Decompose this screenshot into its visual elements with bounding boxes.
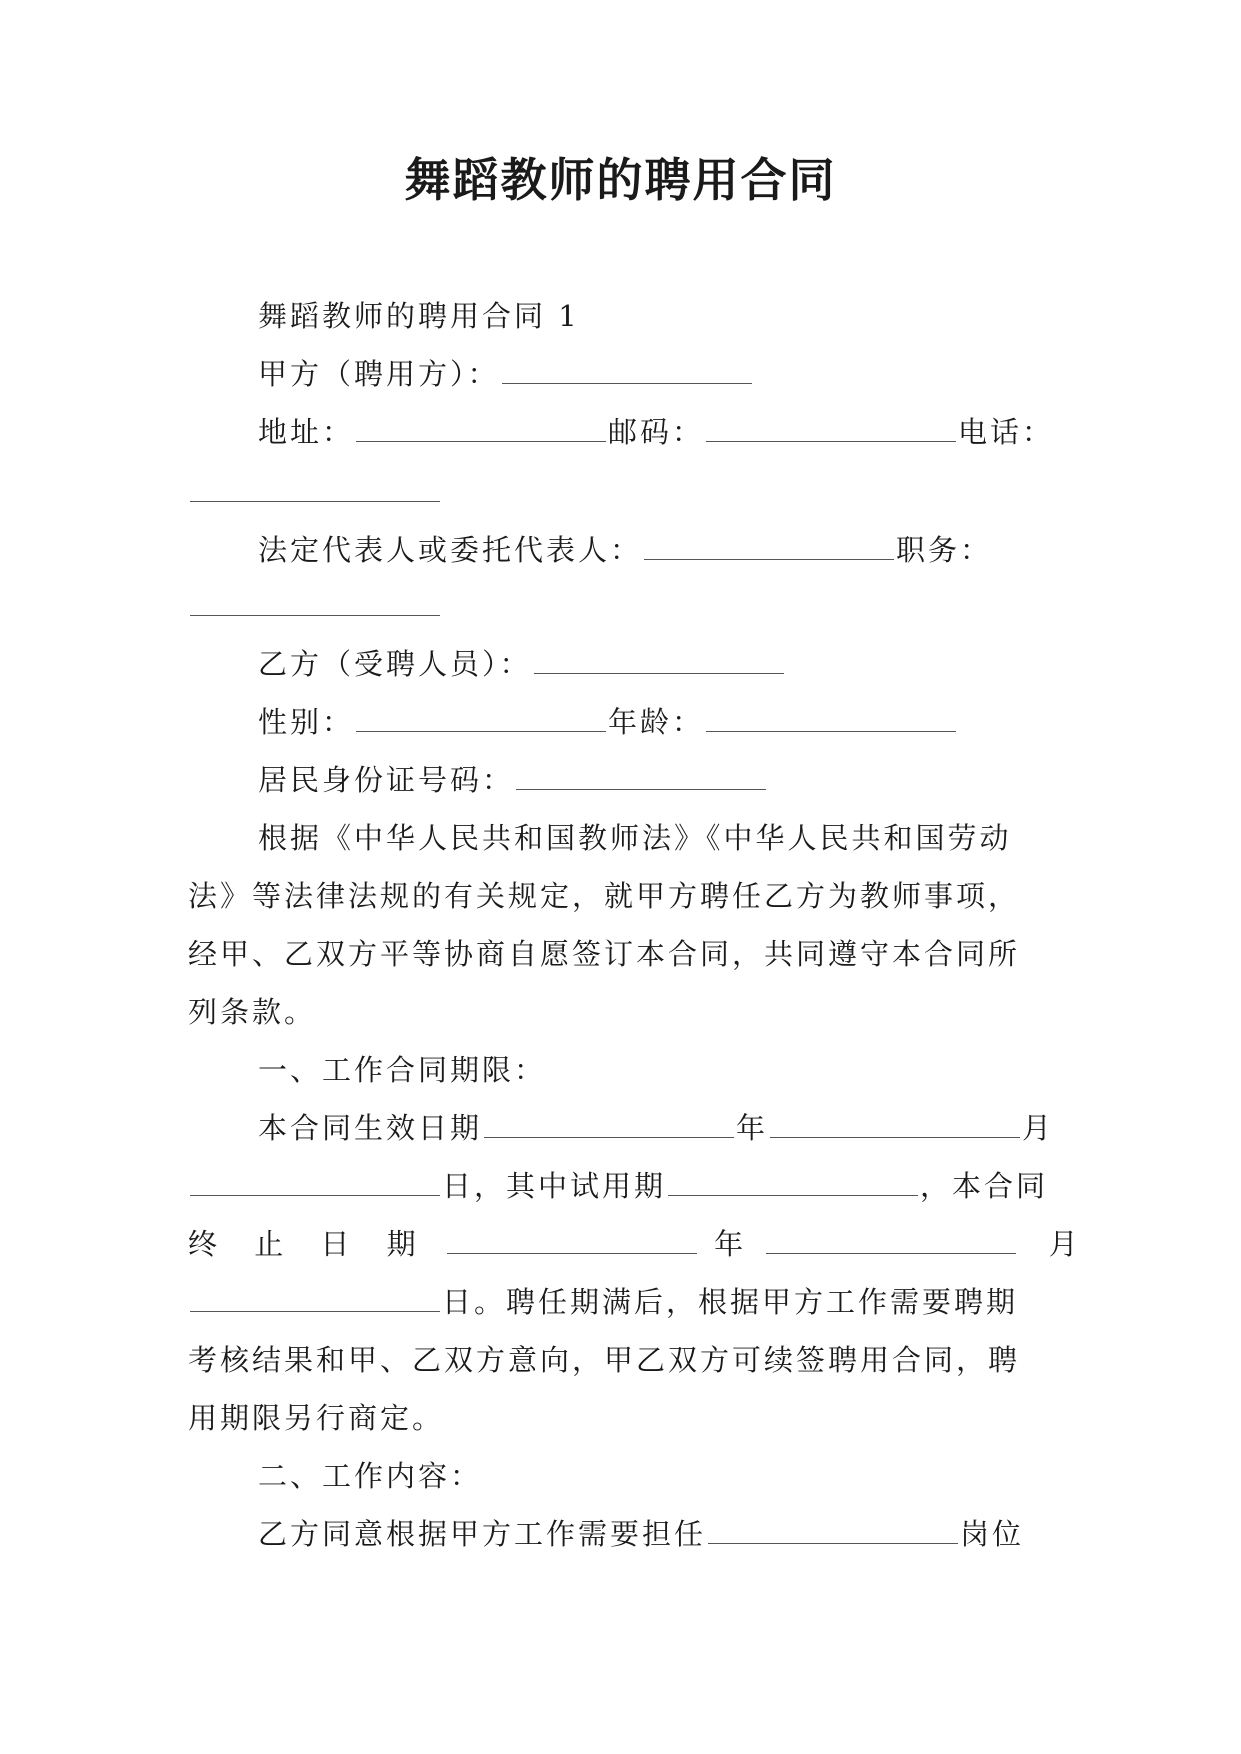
party-b-label: 乙方（受聘人员）： bbox=[258, 647, 532, 681]
this-contract-label: ，本合同 bbox=[920, 1169, 1049, 1203]
probation-label: 日，其中试用期 bbox=[442, 1169, 667, 1203]
month-label: 月 bbox=[1048, 1227, 1084, 1261]
paragraph-line: 根据《中华人民共和国教师法》《中华人民共和国劳动 bbox=[258, 821, 1012, 855]
gender-label: 性别： bbox=[258, 705, 355, 739]
position-blank-line bbox=[188, 586, 442, 626]
address-blank bbox=[356, 419, 606, 442]
party-a-label: 甲方（聘用方）： bbox=[258, 357, 500, 391]
termination-date-line bbox=[188, 1224, 1084, 1264]
contract-subtitle: 舞蹈教师的聘用合同 1 bbox=[258, 299, 580, 333]
party-a-blank bbox=[502, 361, 752, 384]
duties-text: 乙方同意根据甲方工作需要担任 bbox=[258, 1517, 707, 1551]
duties-line bbox=[258, 1514, 1024, 1554]
effective-day-blank bbox=[190, 1173, 440, 1196]
year-label: 年 bbox=[714, 1227, 750, 1261]
section-heading-term: 一、工作合同期限： bbox=[258, 1053, 547, 1087]
party-b-line bbox=[258, 644, 786, 684]
post-blank bbox=[708, 1521, 958, 1544]
phone-blank-line bbox=[188, 472, 442, 512]
termination-date-label: 终 止 日 期 bbox=[188, 1227, 430, 1261]
id-number-blank bbox=[516, 767, 766, 790]
id-number-label: 居民身份证号码： bbox=[258, 763, 515, 797]
party-b-blank bbox=[534, 651, 784, 674]
paragraph-line: 考核结果和甲、乙双方意向，甲乙双方可续签聘用合同，聘 bbox=[188, 1343, 1021, 1377]
representative-blank bbox=[644, 537, 894, 560]
representative-line bbox=[258, 530, 992, 570]
renewal-line bbox=[188, 1282, 1018, 1322]
document-title: 舞蹈教师的聘用合同 bbox=[404, 153, 837, 207]
year-label: 年 bbox=[736, 1111, 769, 1145]
paragraph-line: 用期限另行商定。 bbox=[188, 1401, 445, 1435]
effective-year-blank bbox=[484, 1115, 734, 1138]
effective-date-line bbox=[258, 1108, 1054, 1148]
termination-year-blank bbox=[447, 1231, 697, 1254]
paragraph-line: 列条款。 bbox=[188, 995, 317, 1029]
position-blank bbox=[190, 593, 440, 616]
id-number-line bbox=[258, 760, 768, 800]
termination-day-blank bbox=[190, 1289, 440, 1312]
address-label: 地址： bbox=[258, 415, 355, 449]
representative-label: 法定代表人或委托代表人： bbox=[258, 533, 643, 567]
phone-label: 电话： bbox=[958, 415, 1055, 449]
postcode-blank bbox=[706, 419, 956, 442]
effective-month-blank bbox=[770, 1115, 1020, 1138]
probation-blank bbox=[668, 1173, 918, 1196]
renewal-text: 日。聘任期满后，根据甲方工作需要聘期 bbox=[442, 1285, 1019, 1319]
section-heading-duties: 二、工作内容： bbox=[258, 1459, 483, 1493]
party-a-line bbox=[258, 354, 754, 394]
position-label: 职务： bbox=[896, 533, 993, 567]
post-label: 岗位 bbox=[960, 1517, 1025, 1551]
phone-blank bbox=[190, 479, 440, 502]
termination-month-blank bbox=[766, 1231, 1016, 1254]
gender-blank bbox=[356, 709, 606, 732]
paragraph-line: 经甲、乙双方平等协商自愿签订本合同，共同遵守本合同所 bbox=[188, 937, 1021, 971]
paragraph-line: 法》等法律法规的有关规定，就甲方聘任乙方为教师事项， bbox=[188, 879, 1021, 913]
probation-line bbox=[188, 1166, 1048, 1206]
address-line bbox=[258, 412, 1054, 452]
effective-date-label: 本合同生效日期 bbox=[258, 1111, 483, 1145]
age-blank bbox=[706, 709, 956, 732]
month-label: 月 bbox=[1022, 1111, 1055, 1145]
age-label: 年龄： bbox=[608, 705, 705, 739]
gender-age-line bbox=[258, 702, 958, 742]
postcode-label: 邮码： bbox=[608, 415, 705, 449]
